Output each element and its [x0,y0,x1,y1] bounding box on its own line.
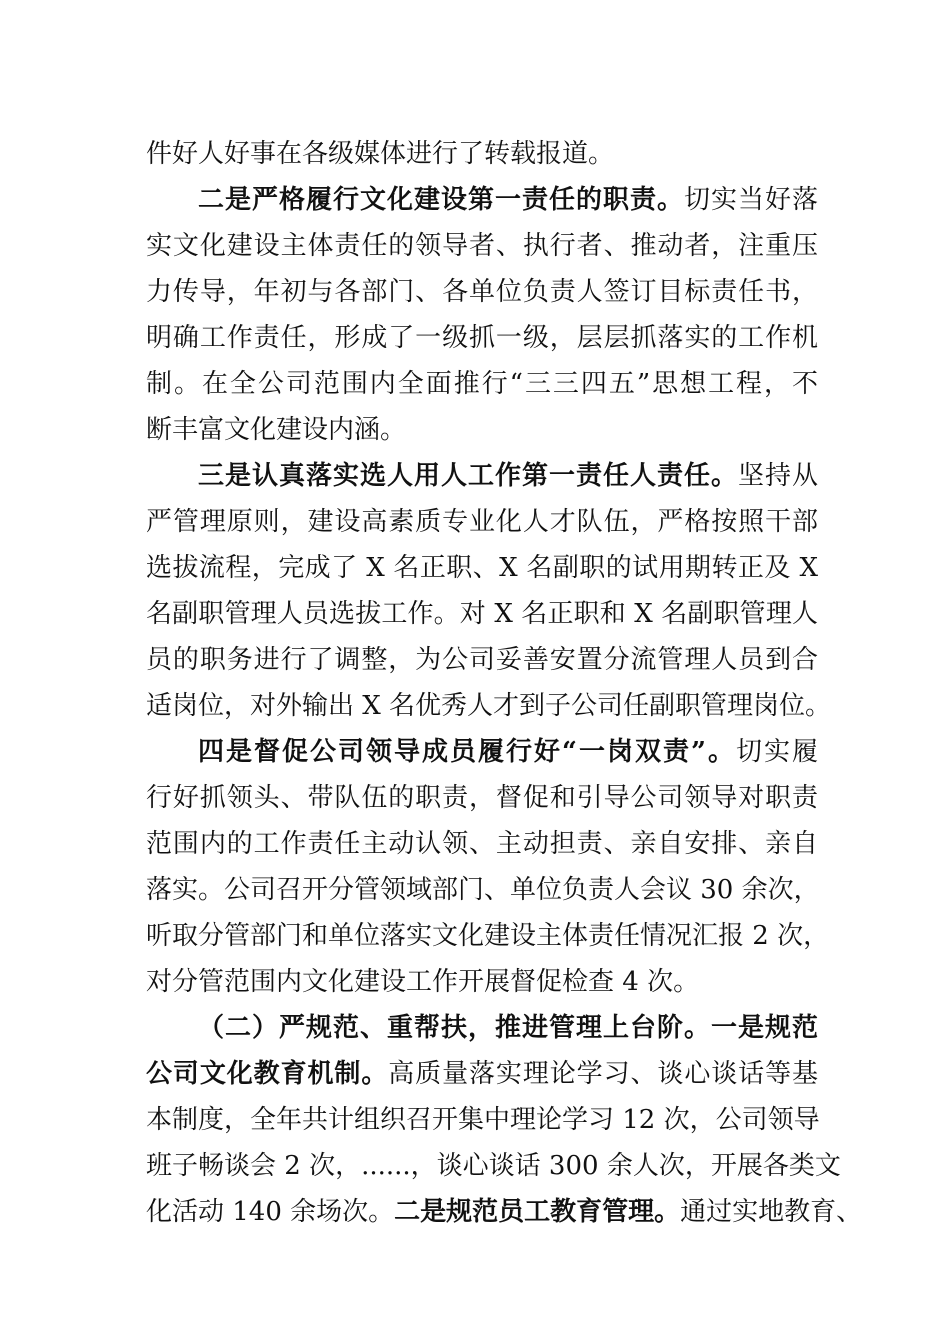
bold-lead: 四是督促公司领导成员履行好“一岗双责”。 [198,737,736,767]
paragraph-line [146,131,818,177]
paragraph-line [146,1051,818,1097]
paragraph-line: 力传导，年初与各部门、各单位负责人签订目标责任书， [146,277,818,307]
text-span: 切实当好落 [683,185,818,215]
paragraph-line: 班子畅谈会 2 次，......，谈心谈话 300 余人次，开展各类文 [146,1151,841,1181]
paragraph-line: 行好抓领头、带队伍的职责，督促和引导公司领导对职责 [146,783,818,813]
bold-lead: 三是认真落实选人用人工作第一责任人责任。 [198,461,738,491]
paragraph-line [198,1005,818,1051]
bold-lead: （二）严规范、重帮扶，推进管理上台阶。一是规范 [198,1013,818,1043]
text-span: 通过实地教育、 [680,1197,863,1227]
paragraph-line: 断丰富文化建设内涵。 [146,415,407,445]
paragraph-line: 实文化建设主体责任的领导者、执行者、推动者，注重压 [146,231,818,261]
paragraph-line: 适岗位，对外输出 X 名优秀人才到子公司任副职管理岗位。 [146,691,832,721]
paragraph-line: 名副职管理人员选拔工作。对 X 名正职和 X 名副职管理人 [146,599,818,629]
text-span: 坚持从 [737,461,818,491]
paragraph-line: 员的职务进行了调整，为公司妥善安置分流管理人员到合 [146,645,818,675]
text-span: 高质量落实理论学习、谈心谈话等基 [388,1059,818,1089]
paragraph-line: 本制度，全年共计组织召开集中理论学习 12 次，公司领导 [146,1105,820,1135]
paragraph-line: 范围内的工作责任主动认领、主动担责、亲自安排、亲自 [146,829,818,859]
paragraph-line: 制。在全公司范围内全面推行“三三四五”思想工程，不 [146,369,818,399]
bold-lead: 公司文化教育机制。 [146,1059,389,1089]
text-span: 切实履 [735,737,818,767]
paragraph-line: 落实。公司召开分管领域部门、单位负责人会议 30 余次， [146,875,820,905]
paragraph-line [146,1189,863,1235]
paragraph-line [198,729,818,775]
paragraph-line [198,177,818,223]
paragraph-line: 选拔流程，完成了 X 名正职、X 名副职的试用期转正及 X [146,553,818,583]
paragraph-line: 严管理原则，建设高素质专业化人才队伍，严格按照干部 [146,507,818,537]
bold-lead: 二是规范员工教育管理。 [394,1197,681,1227]
bold-lead: 二是严格履行文化建设第一责任的职责。 [198,185,684,215]
paragraph-line [198,453,818,499]
text-span: 化活动 140 余场次。 [146,1197,395,1227]
paragraph-line: 明确工作责任，形成了一级抓一级，层层抓落实的工作机 [146,323,818,353]
paragraph-line: 对分管范围内文化建设工作开展督促检查 4 次。 [146,967,700,997]
paragraph-line: 听取分管部门和单位落实文化建设主体责任情况汇报 2 次， [146,921,830,951]
text-span: 件好人好事在各级媒体进行了转载报道。 [146,139,615,169]
